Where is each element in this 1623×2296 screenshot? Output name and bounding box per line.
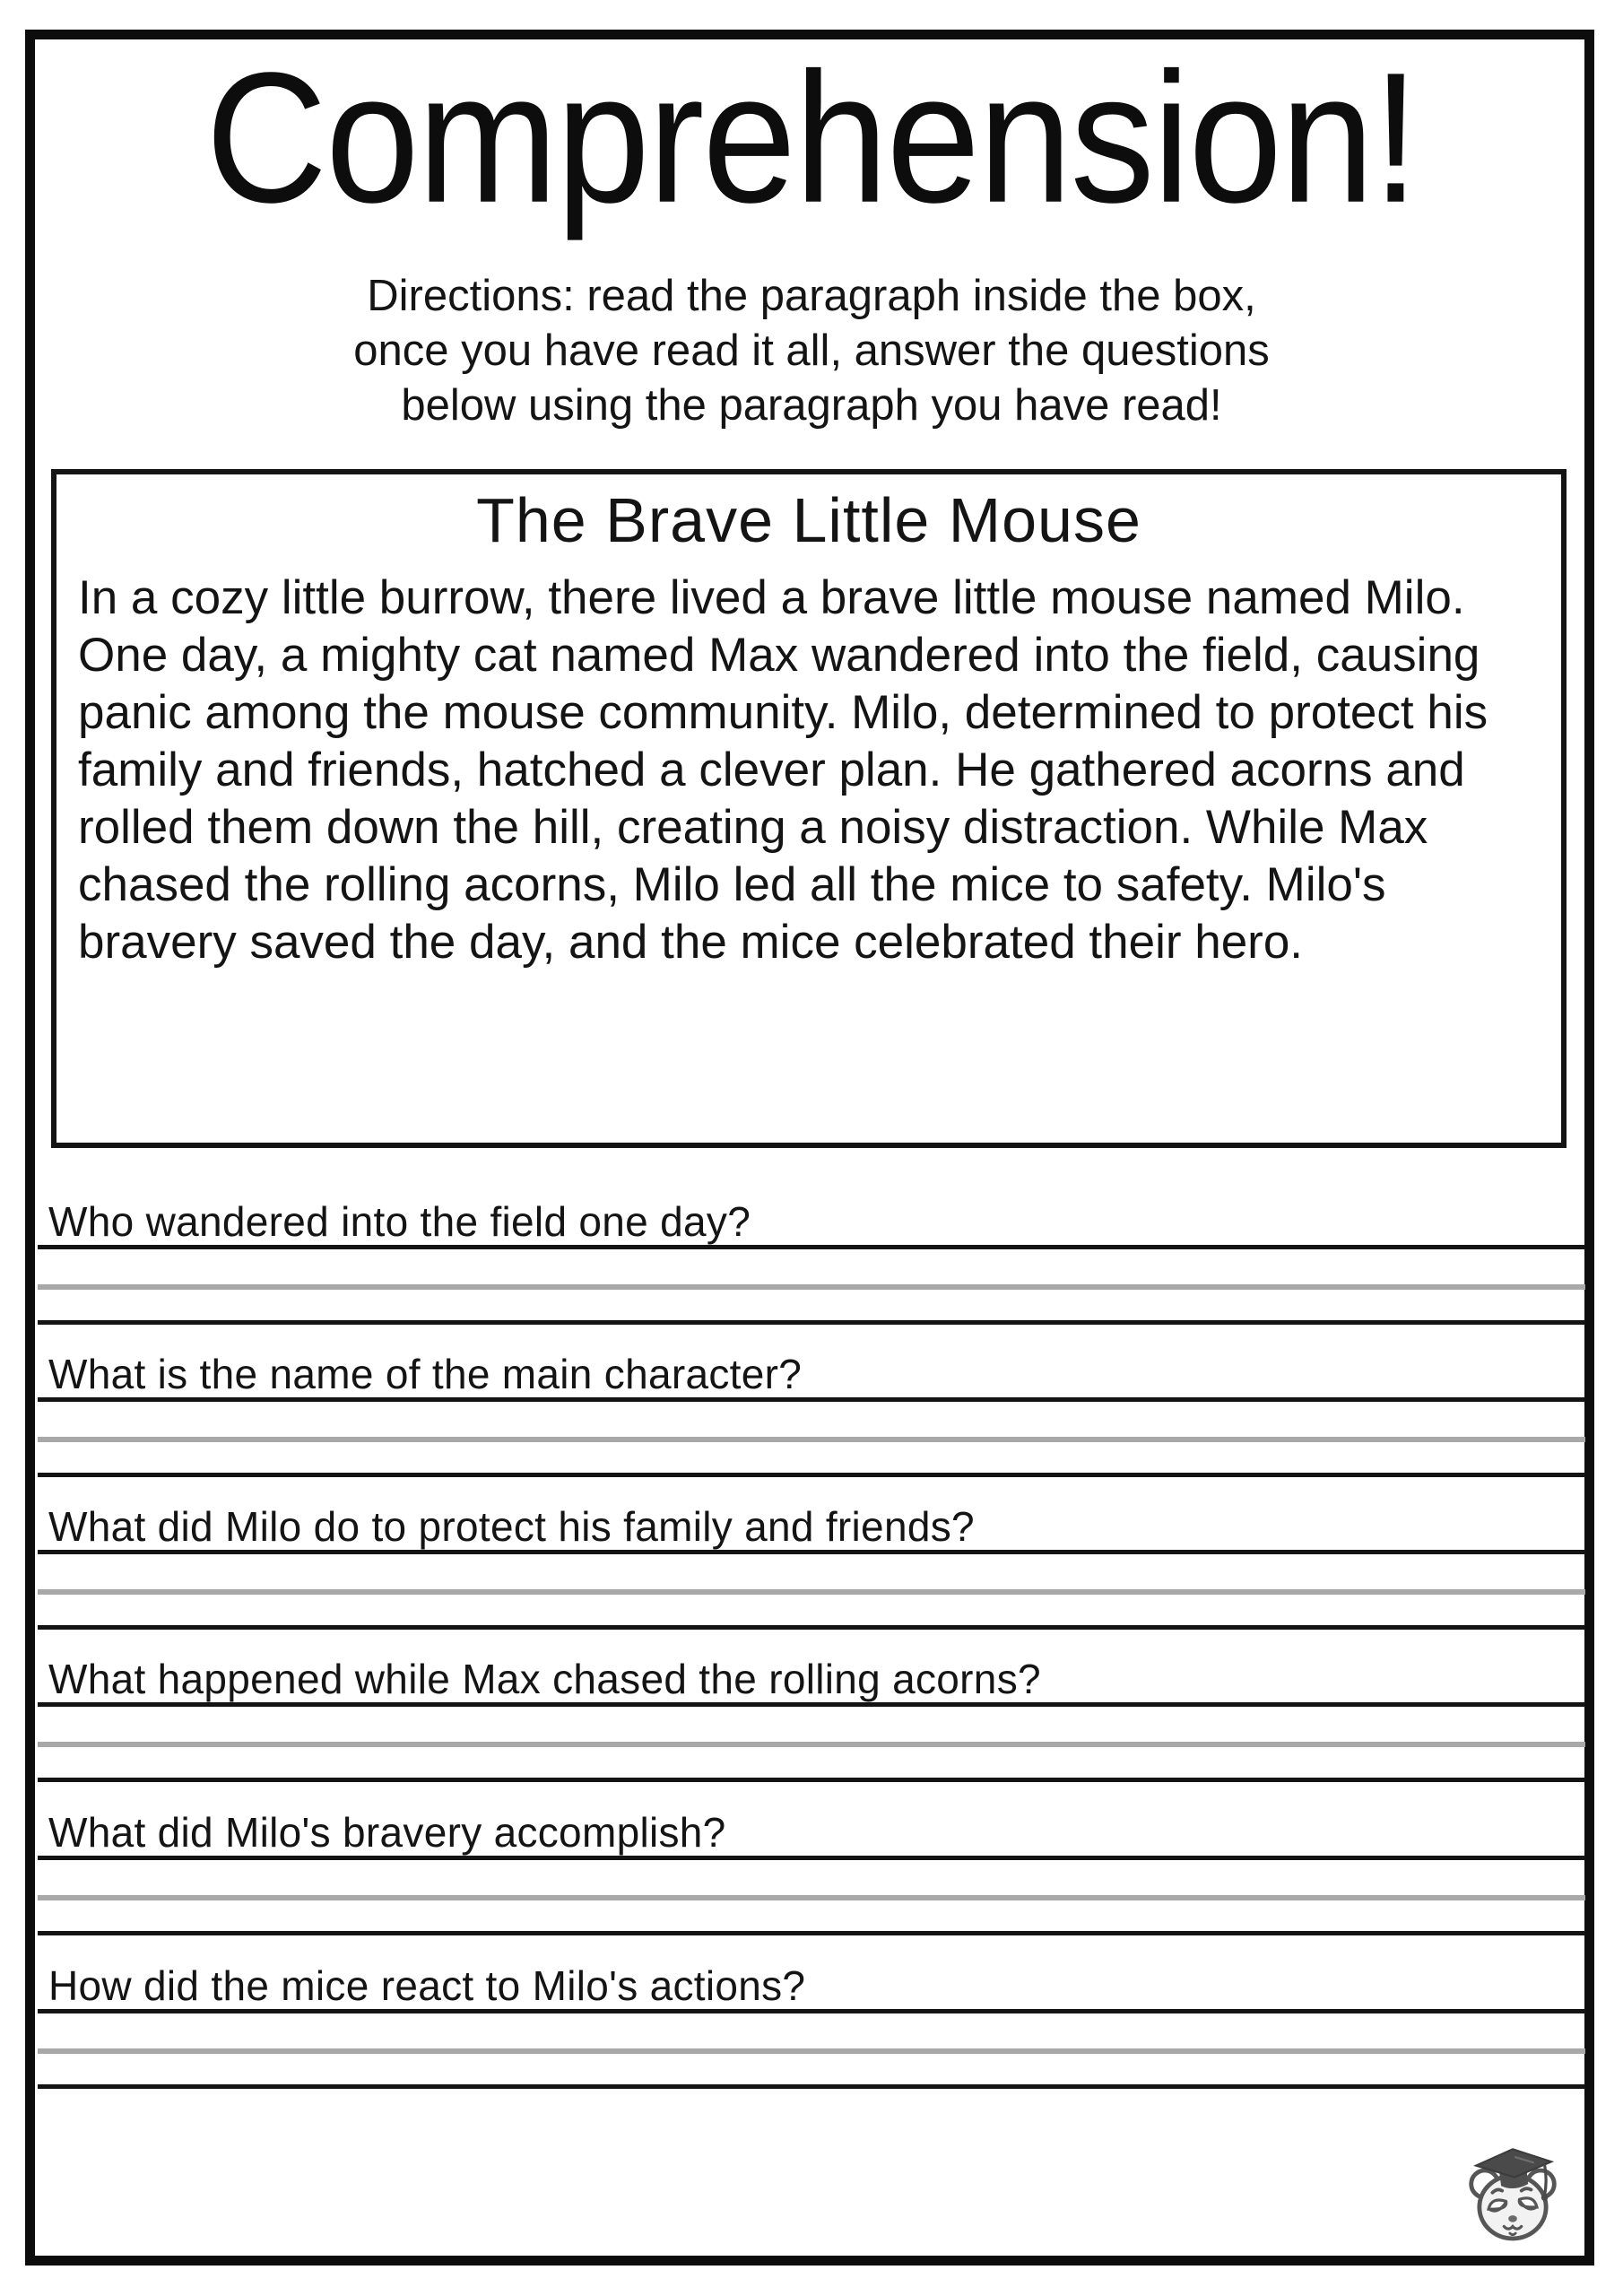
question-text: What is the name of the main character? bbox=[48, 1351, 803, 1397]
question-line[interactable] bbox=[38, 1958, 1585, 2013]
question-text: Who wandered into the field one day? bbox=[48, 1198, 751, 1245]
question-line[interactable] bbox=[38, 1346, 1585, 1402]
worksheet-title: Comprehension! bbox=[205, 33, 1418, 241]
answer-line[interactable] bbox=[38, 1284, 1585, 1290]
answer-line[interactable] bbox=[38, 1437, 1585, 1442]
question-text: How did the mice react to Milo's actions? bbox=[48, 1962, 806, 2009]
answer-line[interactable] bbox=[38, 1589, 1585, 1595]
question-block bbox=[38, 1651, 1585, 1782]
question-line[interactable] bbox=[38, 1499, 1585, 1554]
answer-line[interactable] bbox=[38, 1625, 1585, 1630]
question-block bbox=[38, 1805, 1585, 1935]
answer-line[interactable] bbox=[38, 1742, 1585, 1747]
passage-text: In a cozy little burrow, there lived a brave little mouse named Milo. One day, a mighty cat named Max wandered into the field, causing panic among the mouse community. Milo, determined to protect his family and friends, hatched a clever plan. He gathered acorns and rolled them down the hill, creating a noisy distraction. While Max chased the rolling acorns, Milo led all the mice to safety. Milo's bravery saved the day, and the mice celebrated their hero. bbox=[78, 571, 1488, 969]
answer-line[interactable] bbox=[38, 2048, 1585, 2054]
question-line[interactable] bbox=[38, 1194, 1585, 1249]
question-line[interactable] bbox=[38, 1805, 1585, 1860]
answer-line[interactable] bbox=[38, 1931, 1585, 1935]
question-block bbox=[38, 1499, 1585, 1630]
answer-line[interactable] bbox=[38, 1320, 1585, 1325]
question-text: What happened while Max chased the rolling acorns? bbox=[48, 1656, 1041, 1702]
answer-line[interactable] bbox=[38, 1778, 1585, 1782]
directions-line-2: once you have read it all, answer the questions bbox=[353, 326, 1270, 375]
answer-line[interactable] bbox=[38, 2084, 1585, 2089]
passage-title: The Brave Little Mouse bbox=[476, 485, 1141, 555]
question-line[interactable] bbox=[38, 1651, 1585, 1707]
directions bbox=[0, 269, 1623, 433]
answer-line[interactable] bbox=[38, 1473, 1585, 1477]
question-block bbox=[38, 1346, 1585, 1477]
bear-graduate-mascot-icon bbox=[1464, 2145, 1561, 2246]
question-block bbox=[38, 1958, 1585, 2089]
directions-line-1: Directions: read the paragraph inside the box, bbox=[367, 272, 1256, 320]
directions-line-3: below using the paragraph you have read! bbox=[401, 381, 1222, 430]
question-block bbox=[38, 1194, 1585, 1325]
question-text: What did Milo do to protect his family and friends? bbox=[48, 1503, 975, 1550]
answer-line[interactable] bbox=[38, 1895, 1585, 1900]
question-text: What did Milo's bravery accomplish? bbox=[48, 1809, 726, 1856]
passage-box bbox=[51, 469, 1567, 1148]
